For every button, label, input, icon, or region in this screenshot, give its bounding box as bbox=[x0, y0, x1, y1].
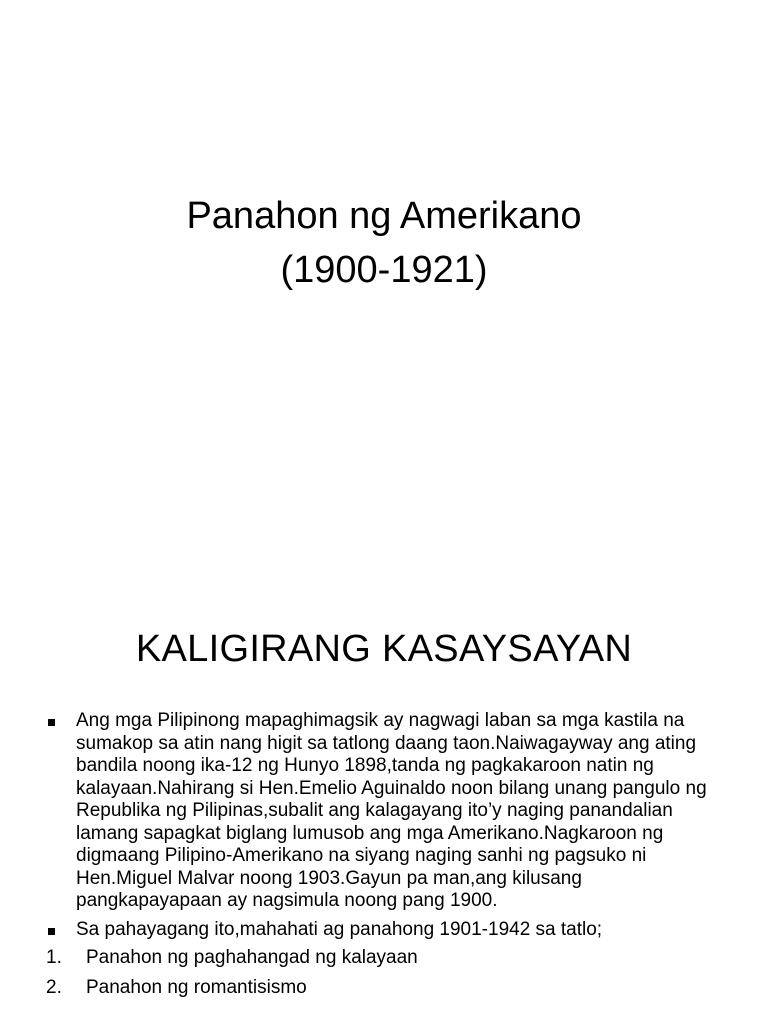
bullet-item bbox=[0, 710, 768, 913]
bullet-text: Sa pahayagang ito,mahahati ag panahong 1901-1942 sa tatlo; bbox=[76, 918, 603, 940]
slide-title-line-1: Panahon ng Amerikano bbox=[186, 195, 582, 237]
section-heading: KALIGIRANG KASAYSAYAN bbox=[135, 628, 633, 670]
content-slide bbox=[0, 576, 768, 1024]
square-bullet-icon bbox=[48, 710, 55, 733]
slide-body bbox=[0, 710, 768, 999]
bullet-item bbox=[0, 919, 768, 942]
square-bullet-icon bbox=[48, 919, 55, 942]
numbered-item-text: Panahon ng paghahangad ng kalayaan bbox=[86, 947, 418, 968]
list-number: 2. bbox=[46, 976, 62, 998]
list-number: 1. bbox=[46, 947, 62, 968]
slide-title-line-2: (1900-1921) bbox=[280, 249, 488, 291]
slide-title bbox=[0, 189, 768, 297]
bullet-text: Ang mga Pilipinong mapaghimagsik ay nagwagi laban sa mga kastila na sumakop sa atin nang higit sa tatlong daang taon.Naiwagayway ang ating bandila noong ika-12 ng Hunyo 1898,tanda ng pagkakaroon natin ng kalayaan.Nahirang si Hen.Emelio Aguinaldo noon bilang unang pangulo ng Republika ng Pilipinas,subalit ang kalagayang ito’y naging panandalian lamang sapagkat biglang lumusob ang mga Amerikano.Nagkaroon ng digmaang Pilipino-Amerikano na siyang naging sanhi ng pagsuko ni Hen.Miguel Malvar noong 1903.Gayun pa man,ang kilusang pangkapayapaan ay nagsimula noong pang 1900. bbox=[76, 710, 707, 911]
numbered-item-text: Panahon ng romantisismo bbox=[86, 976, 307, 998]
numbered-item bbox=[0, 947, 768, 970]
numbered-item bbox=[0, 977, 768, 1000]
